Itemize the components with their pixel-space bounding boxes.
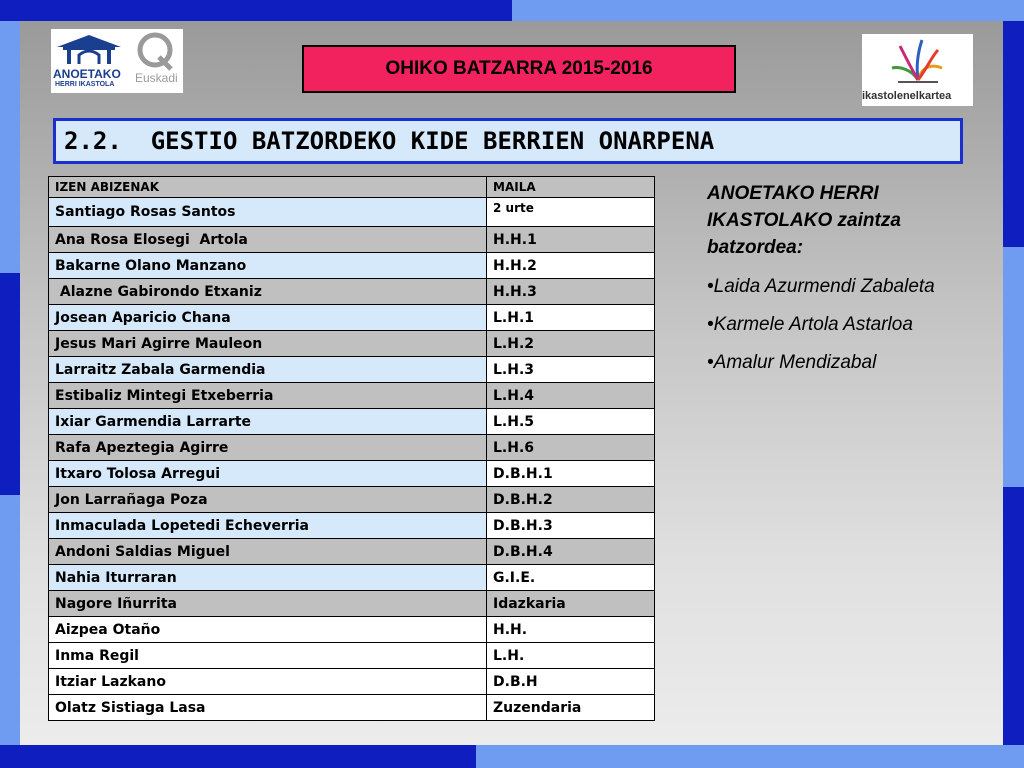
- member-name-cell: Inma Regil: [49, 643, 487, 669]
- member-name-cell: Josean Aparicio Chana: [49, 305, 487, 331]
- member-level-cell: D.B.H.1: [487, 461, 655, 487]
- member-level-cell: D.B.H.3: [487, 513, 655, 539]
- table-row: [49, 617, 655, 643]
- table-row: [49, 565, 655, 591]
- member-name-cell: Jon Larrañaga Poza: [49, 487, 487, 513]
- meeting-title-box: OHIKO BATZARRA 2015-2016: [302, 45, 736, 93]
- table-row: [49, 305, 655, 331]
- member-name-cell: Jesus Mari Agirre Mauleon: [49, 331, 487, 357]
- member-level-cell: Zuzendaria: [487, 695, 655, 721]
- section-heading: 2.2. GESTIO BATZORDEKO KIDE BERRIEN ONARPENA: [53, 118, 963, 164]
- member-name-cell: Rafa Apeztegia Agirre: [49, 435, 487, 461]
- member-name-cell: Larraitz Zabala Garmendia: [49, 357, 487, 383]
- table-row: [49, 383, 655, 409]
- anoetako-logo-subtitle: HERRI IKASTOLA: [55, 81, 115, 88]
- member-level-cell: H.H.2: [487, 253, 655, 279]
- frame-top-left-bar: [0, 0, 512, 21]
- members-table: [48, 176, 655, 721]
- committee-intro: ANOETAKO HERRI IKASTOLAKO zaintza batzordea:: [707, 183, 901, 258]
- table-row: [49, 539, 655, 565]
- member-level-cell: L.H.5: [487, 409, 655, 435]
- table-row: [49, 331, 655, 357]
- member-name-cell: Itxaro Tolosa Arregui: [49, 461, 487, 487]
- member-name-cell: Itziar Lazkano: [49, 669, 487, 695]
- frame-right-bottom-bar: [1003, 487, 1024, 745]
- member-name-cell: Inmaculada Lopetedi Echeverria: [49, 513, 487, 539]
- table-row: [49, 513, 655, 539]
- member-level-cell: D.B.H: [487, 669, 655, 695]
- table-row: [49, 435, 655, 461]
- member-level-cell: L.H.4: [487, 383, 655, 409]
- frame-top-right-bar: [512, 0, 1024, 21]
- member-level-cell: D.B.H.2: [487, 487, 655, 513]
- frame-right-middle-bar: [1003, 247, 1024, 487]
- table-row: [49, 409, 655, 435]
- table-row: [49, 198, 655, 227]
- member-level-cell: L.H.: [487, 643, 655, 669]
- frame-left-top-bar: [0, 21, 20, 273]
- member-name-cell: Andoni Saldias Miguel: [49, 539, 487, 565]
- table-row: [49, 695, 655, 721]
- header-name: IZEN ABIZENAK: [49, 177, 487, 198]
- member-level-cell: G.I.E.: [487, 565, 655, 591]
- member-name-cell: Bakarne Olano Manzano: [49, 253, 487, 279]
- member-level-cell: D.B.H.4: [487, 539, 655, 565]
- table-row: [49, 357, 655, 383]
- ikastolen-logo-text: ikastolenelkartea: [862, 90, 952, 102]
- table-row: [49, 643, 655, 669]
- member-name-cell: Aizpea Otaño: [49, 617, 487, 643]
- table-row: [49, 279, 655, 305]
- committee-list: [707, 273, 977, 377]
- member-name-cell: Olatz Sistiaga Lasa: [49, 695, 487, 721]
- table-row: [49, 227, 655, 253]
- frame-left-middle-bar: [0, 273, 20, 495]
- member-name-cell: Nahia Iturraran: [49, 565, 487, 591]
- member-level-cell: 2 urte: [487, 198, 655, 227]
- member-name-cell: Alazne Gabirondo Etxaniz: [49, 279, 487, 305]
- committee-member: •Amalur Mendizabal: [707, 352, 877, 373]
- committee-member: •Laida Azurmendi Zabaleta: [707, 276, 935, 297]
- table-row: [49, 669, 655, 695]
- table-row: [49, 591, 655, 617]
- member-name-cell: Ana Rosa Elosegi Artola: [49, 227, 487, 253]
- table-row: [49, 461, 655, 487]
- member-level-cell: L.H.2: [487, 331, 655, 357]
- table-header-row: [49, 177, 655, 198]
- anoetako-logo: [51, 29, 183, 93]
- house-icon: [53, 33, 125, 65]
- member-level-cell: H.H.3: [487, 279, 655, 305]
- ikastolen-elkartea-logo: [862, 34, 973, 106]
- member-level-cell: H.H.: [487, 617, 655, 643]
- frame-bottom-right-bar: [476, 745, 1024, 768]
- member-name-cell: Santiago Rosas Santos: [49, 198, 487, 227]
- anoetako-logo-name: ANOETAKO: [53, 67, 121, 81]
- euskadi-logo-text: Euskadi: [135, 71, 178, 85]
- header-level: MAILA: [487, 177, 655, 198]
- member-name-cell: Nagore Iñurrita: [49, 591, 487, 617]
- frame-right-top-bar: [1003, 21, 1024, 247]
- committee-member: •Karmele Artola Astarloa: [707, 314, 913, 335]
- member-name-cell: Estibaliz Mintegi Etxeberria: [49, 383, 487, 409]
- flower-icon: [888, 36, 948, 86]
- frame-bottom-left-bar: [0, 745, 476, 768]
- frame-left-bottom-bar: [0, 495, 20, 745]
- member-level-cell: L.H.3: [487, 357, 655, 383]
- member-level-cell: Idazkaria: [487, 591, 655, 617]
- euskadi-q-icon: [135, 31, 179, 71]
- table-row: [49, 487, 655, 513]
- member-level-cell: L.H.6: [487, 435, 655, 461]
- table-row: [49, 253, 655, 279]
- member-level-cell: L.H.1: [487, 305, 655, 331]
- member-level-cell: H.H.1: [487, 227, 655, 253]
- guardian-committee-panel: [707, 180, 977, 377]
- member-name-cell: Ixiar Garmendia Larrarte: [49, 409, 487, 435]
